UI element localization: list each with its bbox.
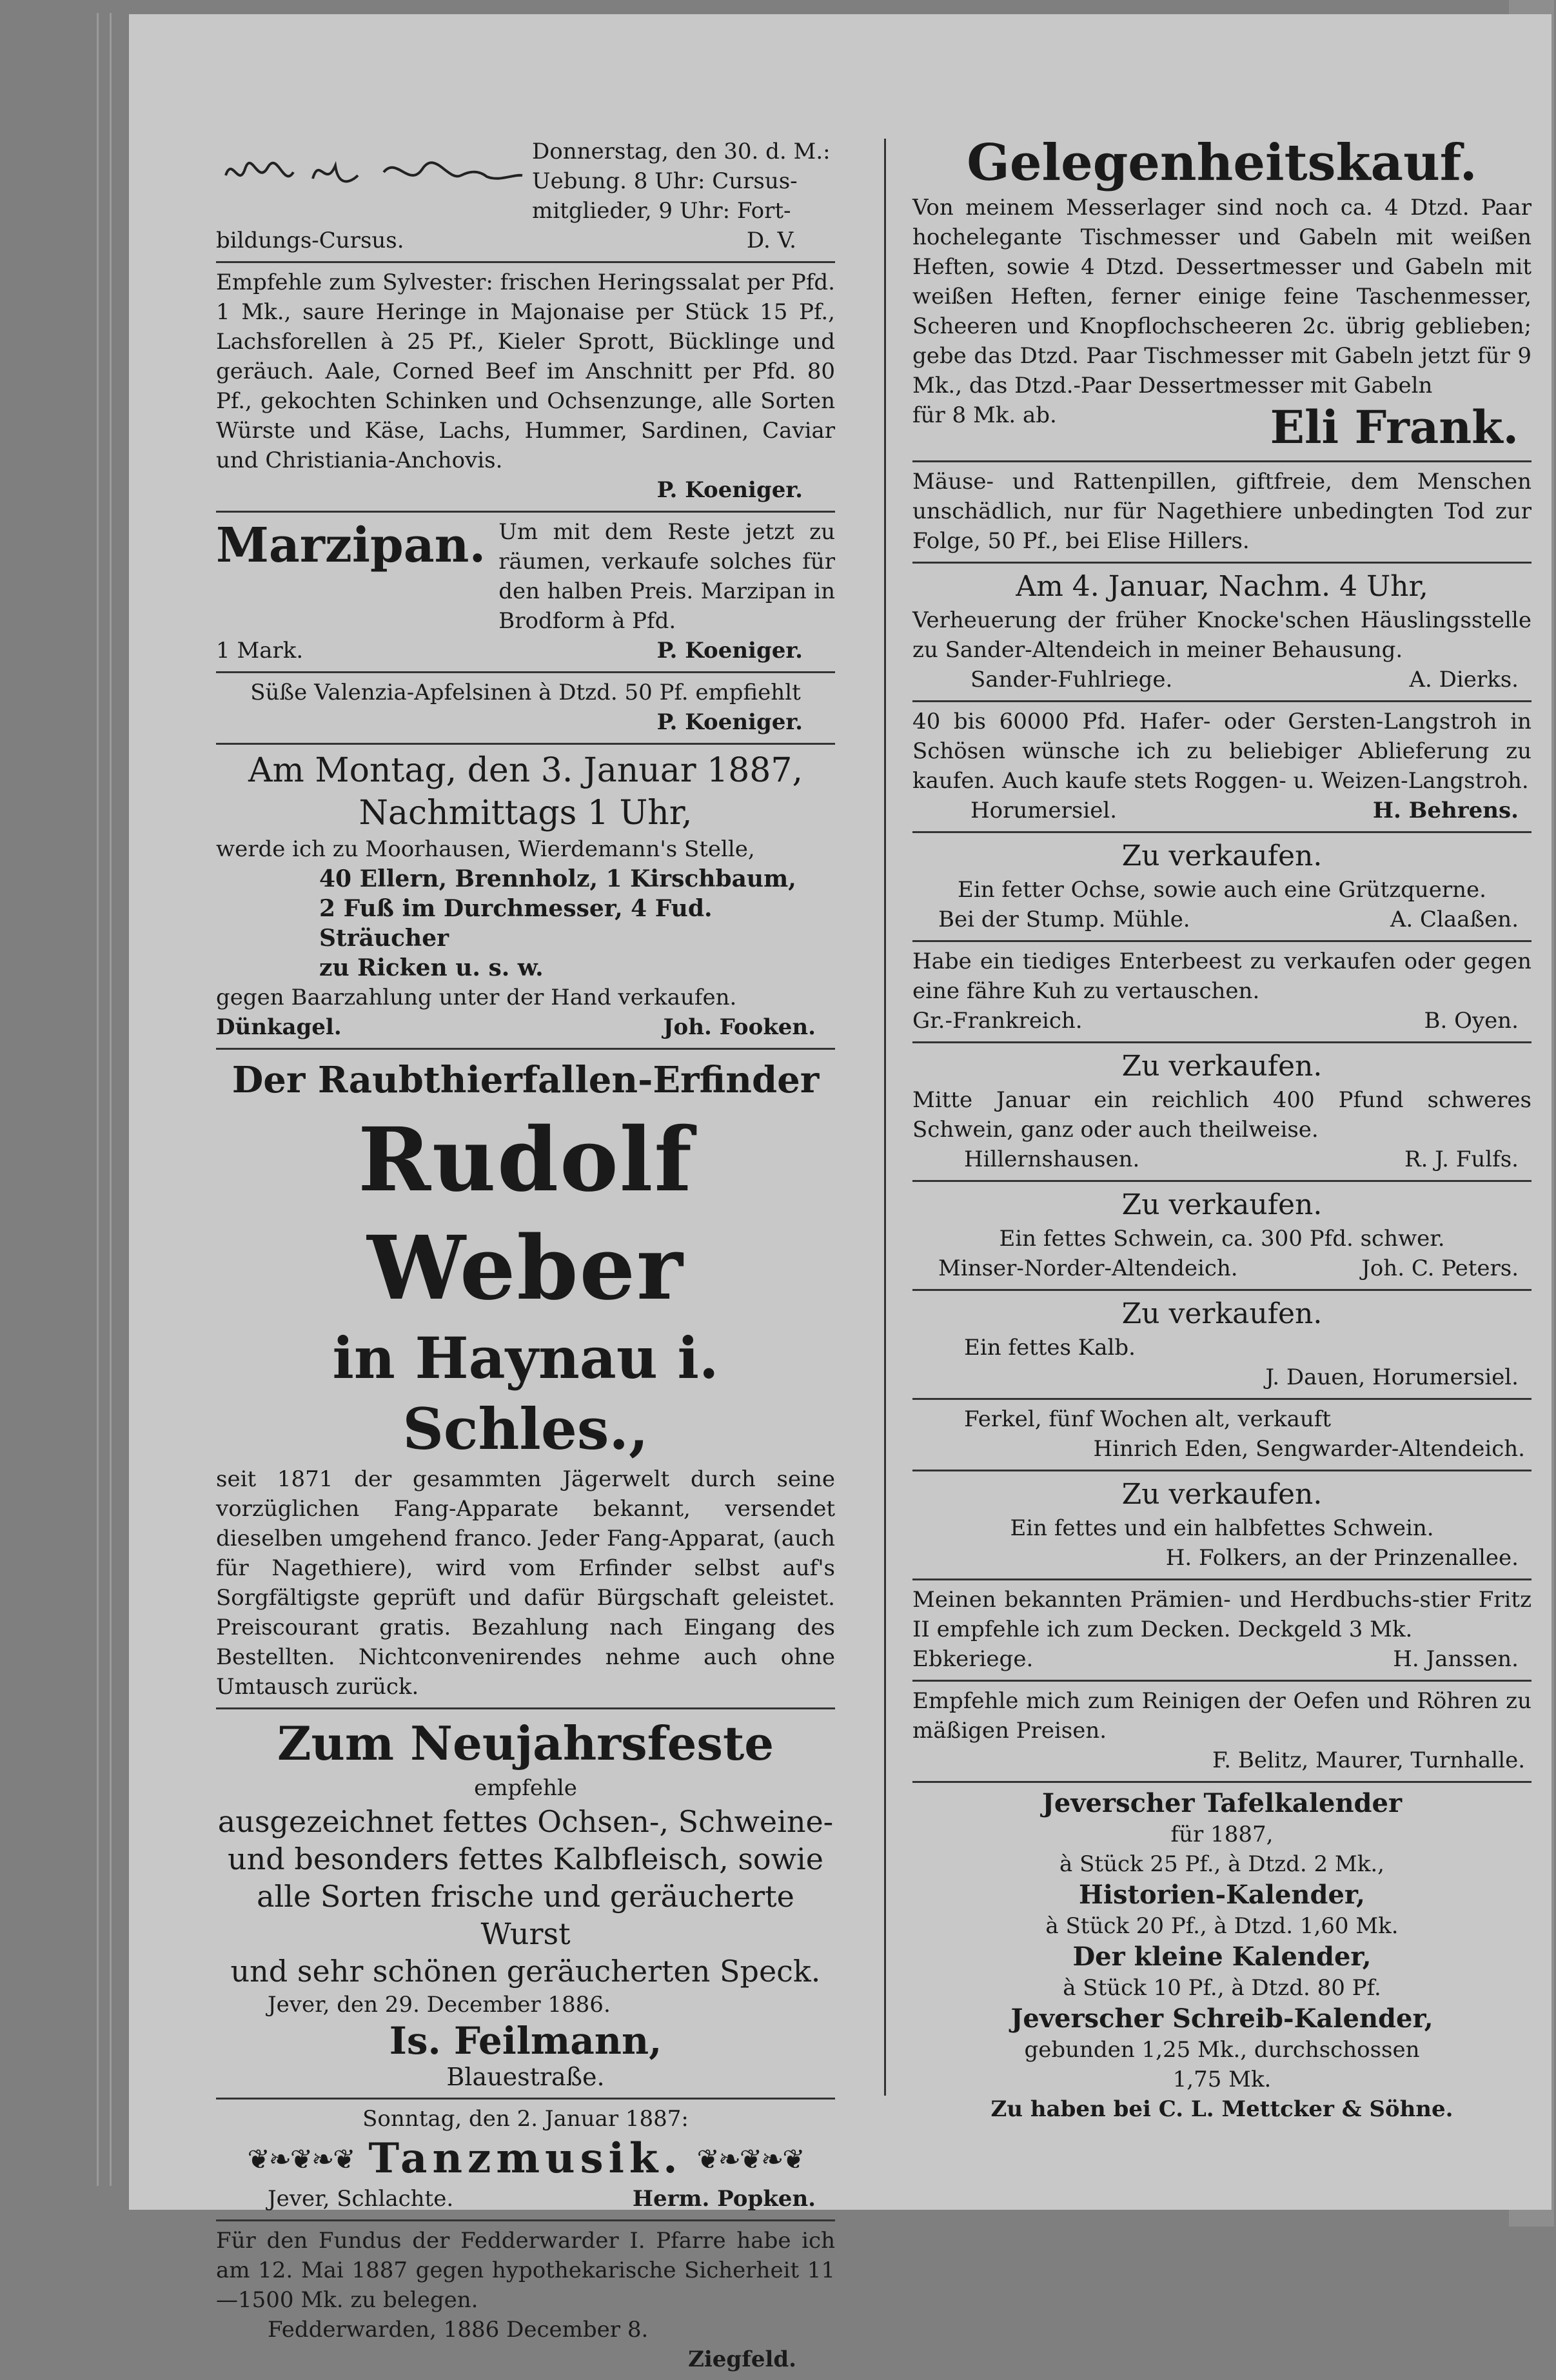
ad-text: Von meinem Messerlager sind noch ca. 4 Dtzd. Paar hochelegante Tischmesser und Gabeln mit weißen Heften, sowie 4 Dtzd. Dessertmesser und Gabeln mit weißen Heften, ferner einige feine Taschenmesser, Scheeren und Knopflochscheeren 2c. übrig geblieben; gebe das Dtzd. Paar Tischmesser mit Gabeln jetzt für 9 Mk., das Dtzd.-Paar Dessertmesser mit Gabeln xyxy=(912,195,1531,398)
ad-title: Marzipan. xyxy=(216,518,486,573)
ad-signature: Herm. Popken. xyxy=(632,2186,816,2212)
ad-text: 2 Fuß im Durchmesser, 4 Fud. Sträucher xyxy=(319,895,713,952)
ad-marzipan xyxy=(216,513,835,673)
ad-name: Is. Feilmann, xyxy=(389,2019,662,2063)
ad-text: Ein fettes Schwein, ca. 300 Pfd. schwer. xyxy=(999,1226,1445,1252)
ad-tanzmusik xyxy=(216,2100,835,2221)
ad-rattenpillen xyxy=(912,462,1531,564)
ad-gelegenheitskauf xyxy=(912,129,1531,462)
ad-footer xyxy=(216,1012,835,1042)
ad-street: Blauestraße. xyxy=(446,2063,605,2091)
ad-name: Rudolf Weber xyxy=(358,1108,693,1320)
ad-place: Sander-Fuhlriege. xyxy=(970,667,1173,693)
ad-footer xyxy=(216,636,835,665)
ad-text: werde ich zu Moorhausen, Wierdemann's Stelle, xyxy=(216,836,755,862)
ad-footer xyxy=(912,796,1531,825)
ad-text: zu Ricken u. s. w. xyxy=(319,954,544,981)
ad-footer xyxy=(216,226,835,255)
ad-signature: A. Dierks. xyxy=(1409,667,1519,693)
ad-text: Habe ein tiediges Enterbeest zu verkaufen oder gegen eine fähre Kuh zu vertauschen. xyxy=(912,949,1531,1004)
ad-signature: A. Claaßen. xyxy=(1390,907,1519,932)
ad-headline: Gelegenheitskauf. xyxy=(967,133,1477,192)
ad-verkaufen-ochse xyxy=(912,833,1531,942)
ad-text: à Stück 20 Pf., à Dtzd. 1,60 Mk. xyxy=(1045,1913,1399,1939)
ornament-icon: ❦❧❦❧❦ xyxy=(696,2143,804,2175)
ad-signature: Hinrich Eden, Sengwarder-Altendeich. xyxy=(1093,1436,1525,1462)
ad-date: Jever, den 29. December 1886. xyxy=(268,1992,611,2018)
ad-text: seit 1871 der gesammten Jägerwelt durch seine vorzüglichen Fang-Apparate bekannt, versendet dieselben umgehend franco. Jeder Fang-Apparat, (auch für Nagethiere), wird vom Erfinder selbst auf's Sorgfältigste geprüft und dafür Bürgschaft geleistet. Preiscourant gratis. Bezahlung nach Eingang des Bestellten. Nichtconvenirendes nehme auch ohne Umtausch zurück. xyxy=(216,1466,835,1700)
ad-signature: F. Belitz, Maurer, Turnhalle. xyxy=(1212,1747,1525,1773)
ad-footer xyxy=(912,905,1531,934)
ad-footer xyxy=(912,1644,1531,1674)
ad-date: Fedderwarden, 1886 December 8. xyxy=(268,2317,649,2343)
left-column xyxy=(216,123,835,2380)
ad-headline: Zu verkaufen. xyxy=(1121,1297,1323,1330)
ad-footer xyxy=(912,1006,1531,1036)
ad-oranges xyxy=(216,673,835,745)
ad-text: Zu haben bei C. L. Mettcker & Söhne. xyxy=(990,2096,1453,2122)
ad-text: Mäuse- und Rattenpillen, giftfreie, dem Menschen unschädlich, nur für Nagethiere unbedingten Tod zur Folge, 50 Pf., bei Elise Hillers. xyxy=(912,469,1531,554)
ad-signature: P. Koeniger. xyxy=(656,638,803,664)
ad-stier xyxy=(912,1580,1531,1682)
ad-sylvester-fish xyxy=(216,263,835,513)
ad-headline: Zum Neujahrsfeste xyxy=(277,1716,774,1771)
ad-place: Bei der Stump. Mühle. xyxy=(938,907,1190,932)
ad-signature: J. Dauen, Horumersiel. xyxy=(1265,1364,1519,1390)
page-stack-edge xyxy=(97,13,99,2186)
ad-footer xyxy=(912,1145,1531,1174)
ad-verkaufen-kalb xyxy=(912,1291,1531,1400)
ad-langstroh xyxy=(912,702,1531,833)
page-stack-edge xyxy=(110,13,112,2186)
ad-headline: Am 4. Januar, Nachm. 4 Uhr, xyxy=(1016,570,1428,603)
ad-text: Ein fettes Kalb. xyxy=(964,1335,1136,1361)
ad-club-meeting xyxy=(216,123,835,263)
ad-text: für 1887, xyxy=(1170,1822,1274,1847)
ad-line: ausgezeichnet fettes Ochsen-, Schweine- xyxy=(217,1804,834,1839)
ad-enterbeest xyxy=(912,942,1531,1043)
ad-text: gegen Baarzahlung unter der Hand verkaufen. xyxy=(216,985,737,1010)
ad-verkaufen-schwein-400 xyxy=(912,1043,1531,1182)
ad-text: Ein fettes und ein halbfettes Schwein. xyxy=(1010,1515,1434,1541)
ad-title: Tanzmusik. xyxy=(368,2134,683,2183)
ad-signature: B. Oyen. xyxy=(1424,1008,1519,1034)
ad-text: 1,75 Mk. xyxy=(1172,2067,1272,2092)
ad-signature: Joh. C. Peters. xyxy=(1361,1255,1519,1281)
ad-kalender xyxy=(912,1783,1531,2130)
ad-text: gebunden 1,25 Mk., durchschossen xyxy=(1024,2037,1420,2063)
ad-headline: Jeverscher Tafelkalender xyxy=(1041,1788,1403,1818)
ad-text: 40 Ellern, Brennholz, 1 Kirschbaum, xyxy=(319,865,796,892)
ad-place: Horumersiel. xyxy=(970,798,1118,823)
column-divider xyxy=(884,139,886,2096)
ad-text: 40 bis 60000 Pfd. Hafer- oder Gersten-Langstroh in Schösen wünsche ich zu beliebiger Ablieferung zu kaufen. Auch kaufe stets Roggen- u. Weizen-Langstroh. xyxy=(912,709,1531,794)
ad-text: für 8 Mk. ab. xyxy=(912,402,1057,428)
ad-auction-moorhausen xyxy=(216,745,835,1050)
ad-place: in Haynau i. Schles., xyxy=(332,1324,719,1462)
ad-text: bildungs-Cursus. xyxy=(216,228,404,253)
ad-headline: Zu verkaufen. xyxy=(1121,1188,1323,1221)
ad-signature: D. V. xyxy=(746,228,796,253)
ad-headline: Am Montag, den 3. Januar 1887, xyxy=(248,751,803,790)
ad-place: Ebkeriege. xyxy=(912,1646,1034,1672)
ad-headline: Zu verkaufen. xyxy=(1121,1050,1323,1083)
ad-text: Mitte Januar ein reichlich 400 Pfund schweres Schwein, ganz oder auch theilweise. xyxy=(912,1087,1531,1143)
ad-line: Donnerstag, den 30. d. M.: xyxy=(532,139,831,164)
ad-signature: Ziegfeld. xyxy=(688,2346,796,2372)
ad-feilmann xyxy=(216,1709,835,2100)
ad-text: Meinen bekannten Prämien- und Herdbuchs-stier Fritz II empfehle ich zum Decken. Deckgeld 3 Mk. xyxy=(912,1587,1531,1642)
ad-fedderwarden xyxy=(216,2221,835,2380)
ad-headline: Historien-Kalender, xyxy=(1079,1880,1365,1910)
ad-text: Ferkel, fünf Wochen alt, verkauft xyxy=(964,1406,1331,1432)
ad-line: alle Sorten frische und geräucherte Wurst xyxy=(257,1879,794,1951)
ad-place: Hillernshausen. xyxy=(964,1146,1140,1172)
ad-place: Jever, Schlachte. xyxy=(268,2186,454,2212)
ad-signature: R. J. Fulfs. xyxy=(1404,1146,1519,1172)
ad-line: mitglieder, 9 Uhr: Fort- xyxy=(532,198,791,224)
ad-text: Empfehle mich zum Reinigen der Oefen und Röhren zu mäßigen Preisen. xyxy=(912,1688,1531,1744)
ad-headline: Zu verkaufen. xyxy=(1121,840,1323,872)
ad-footer xyxy=(216,2184,835,2214)
ad-line: Uebung. 8 Uhr: Cursus- xyxy=(532,168,798,194)
ornament-icon: ❦❧❦❧❦ xyxy=(247,2143,355,2175)
ad-place: Gr.-Frankreich. xyxy=(912,1008,1083,1034)
ad-text: Süße Valenzia-Apfelsinen à Dtzd. 50 Pf. empfiehlt xyxy=(250,680,801,705)
ad-signature: H. Janssen. xyxy=(1393,1646,1519,1672)
ad-verheuerung xyxy=(912,564,1531,702)
ad-footer xyxy=(912,1254,1531,1283)
ad-footer xyxy=(912,400,1531,455)
right-column xyxy=(912,129,1531,2130)
ad-headline: Jeverscher Schreib-Kalender, xyxy=(1010,2003,1433,2034)
ad-text: Ein fetter Ochse, sowie auch eine Grützquerne. xyxy=(958,877,1486,903)
ad-signature: H. Folkers, an der Prinzenallee. xyxy=(1165,1545,1519,1571)
ad-signature: Eli Frank. xyxy=(1270,400,1519,454)
ad-signature: H. Behrens. xyxy=(1372,798,1519,823)
ad-headline: Der Raubthierfallen-Erfinder xyxy=(231,1059,820,1101)
ad-verkaufen-schweine xyxy=(912,1471,1531,1580)
ad-text: 1 Mark. xyxy=(216,638,304,664)
ad-signature: P. Koeniger. xyxy=(656,477,803,503)
ad-ferkel xyxy=(912,1400,1531,1471)
ad-text: empfehle xyxy=(474,1775,577,1801)
ad-text: Um mit dem Reste jetzt zu räumen, verkaufe solches für den halben Preis. Marzipan in Brodform à Pfd. xyxy=(498,519,835,634)
ad-signature: P. Koeniger. xyxy=(656,709,803,735)
ad-headline: Nachmittags 1 Uhr, xyxy=(359,794,693,832)
ad-header xyxy=(216,517,835,636)
ad-header xyxy=(216,2134,835,2184)
ad-rudolf-weber xyxy=(216,1050,835,1709)
ad-headline: Zu verkaufen. xyxy=(1121,1478,1323,1511)
ad-footer xyxy=(912,665,1531,694)
ad-signature: Joh. Fooken. xyxy=(663,1014,816,1040)
ad-place: Dünkagel. xyxy=(216,1014,342,1040)
ad-text: Für den Fundus der Fedderwarder I. Pfarre habe ich am 12. Mai 1887 gegen hypothekarische Sicherheit 11—1500 Mk. zu belegen. xyxy=(216,2228,835,2313)
ad-line: und sehr schönen geräucherten Speck. xyxy=(230,1954,821,1989)
ad-verkaufen-schwein-300 xyxy=(912,1182,1531,1291)
ad-headline: Der kleine Kalender, xyxy=(1072,1942,1372,1972)
ad-text: Verheuerung der früher Knocke'schen Häuslingsstelle zu Sander-Altendeich in meiner Behausung. xyxy=(912,607,1531,663)
ad-place: Minser-Norder-Altendeich. xyxy=(938,1255,1238,1281)
ad-line: und besonders fettes Kalbfleisch, sowie xyxy=(228,1842,823,1876)
ad-date: Sonntag, den 2. Januar 1887: xyxy=(362,2106,689,2132)
ad-text: Empfehle zum Sylvester: frischen Heringssalat per Pfd. 1 Mk., saure Heringe in Majonaise per Stück 15 Pf., Lachsforellen à 25 Pf., Kieler Sprott, Bücklinge und geräuch. Aale, Corned Beef im Anschnitt per Pfd. 80 Pf., gekochten Schinken und Ochsenzunge, alle Sorten Würste und Käse, Lachs, Hummer, Sardinen, Caviar und Christiania-Anchovis. xyxy=(216,270,835,473)
ad-oefen xyxy=(912,1682,1531,1783)
ad-text: à Stück 10 Pf., à Dtzd. 80 Pf. xyxy=(1063,1975,1381,2001)
ad-text: à Stück 25 Pf., à Dtzd. 2 Mk., xyxy=(1059,1851,1384,1877)
